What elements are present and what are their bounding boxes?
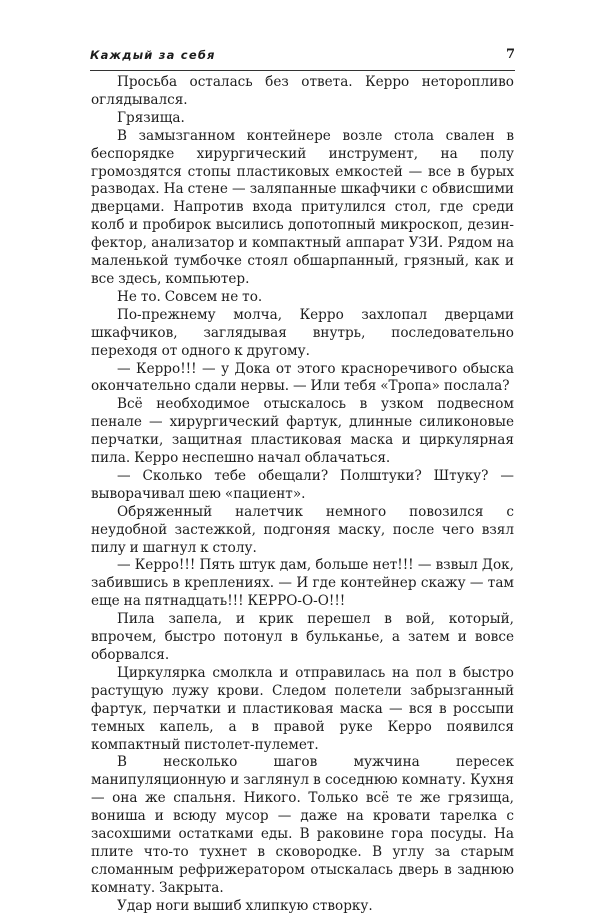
paragraph: В несколько шагов мужчина пересек манипуляционную и заглянул в соседнюю комнату. Кухня — она же спальня. Никого. Только всё те же грязища, вониша и всюду мусор — даже на кровати тарелка с засохшими остатками еды. В раковине гора посуды. На плите что-то тухнет в сковородке. В углу за старым сломанным рефрижератором отыскалась дверь в заднюю комнату. Закрыта. xyxy=(91,754,514,896)
paragraph: Грязища. xyxy=(117,109,185,126)
book-title: Каждый за себя xyxy=(90,48,216,62)
paragraph: — Керро!!! — у Дока от этого красноречивого обыска окончательно сдали нервы. — Или тебя «Тропа» послала? xyxy=(91,360,514,395)
paragraph: Удар ноги вышиб хлипкую створку. xyxy=(117,897,373,914)
paragraph: Всё необходимое отыскалось в узком подвесном пенале — хирургический фартук, длинные силиконовые перчатки, защитная пластиковая маска и циркулярная пила. Керро неспешно начал облачаться. xyxy=(91,396,514,467)
paragraph: — Сколько тебе обещали? Полштуки? Штуку? — выворачивал шею «пациент». xyxy=(91,467,514,502)
paragraph: Пила запела, и крик перешел в вой, который, впрочем, быстро потонул в бульканье, а затем и вовсе оборвался. xyxy=(91,611,514,663)
paragraph: Просьба осталась без ответа. Керро неторопливо оглядывался. xyxy=(91,74,514,108)
paragraph: Не то. Совсем не то. xyxy=(117,288,263,305)
paragraph: В замызганном контейнере возле стола свален в беспорядке хирургический инструмент, на полу громоздятся стопы пластиковых емкостей — все в бурых разводах. На стене — заляпанные шкафчики с обвисшими дверцами. Напротив входа притулился стол, где среди колб и пробирок высились допотопный микроскоп, дезинфектор, анализатор и компактный аппарат УЗИ. Рядом на маленькой тумбочке стоял обшарпанный, грязный, как и все здесь, компьютер. xyxy=(91,127,514,287)
paragraph: По-прежнему молча, Керро захлопал дверцами шкафчиков, заглядывая внутрь, последовательно переходя от одного к другому. xyxy=(91,306,514,359)
paragraph: — Керро!!! Пять штук дам, больше нет!!! — взвыл Док, забившись в креплениях. — И где контейнер скажу — там еще на пятнадцать!!! КЕРРО-О-О!!! xyxy=(91,557,514,610)
page-number: 7 xyxy=(505,47,515,62)
paragraph: Обряженный налетчик немного повозился с неудобной застежкой, подгоняя маску, после чего взял пилу и шагнул к столу. xyxy=(91,503,514,556)
body-text xyxy=(91,74,514,916)
paragraph: Циркулярка смолкла и отправилась на пол в быстро растущую лужу крови. Следом полетели забрызганный фартук, перчатки и пластиковая маска — вся в россыпи темных капель, а в правой руке Керро появился компактный пистолет-пулемет. xyxy=(91,664,514,753)
running-header xyxy=(90,48,515,71)
